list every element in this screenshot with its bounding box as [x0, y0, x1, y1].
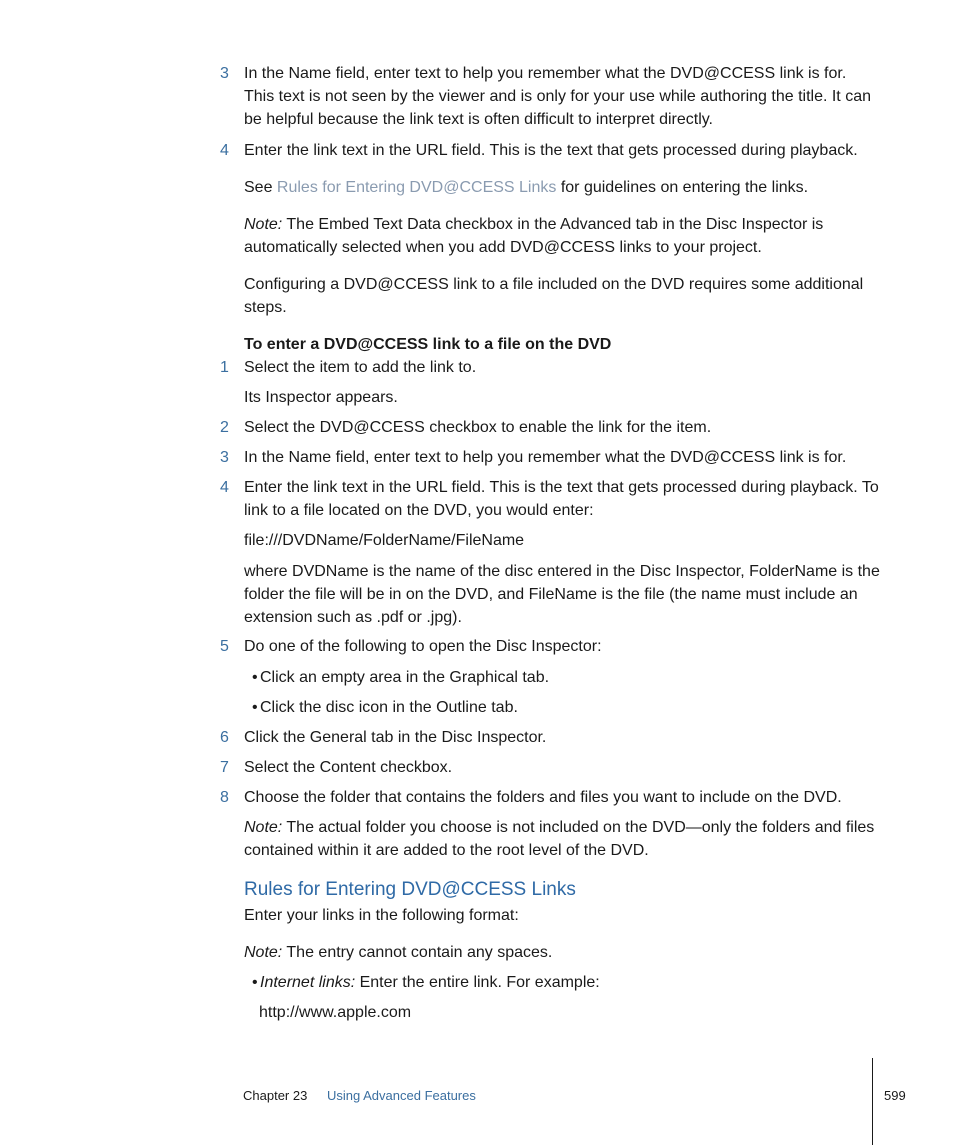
- task-step-2: [220, 416, 880, 439]
- step-text: Select the DVD@CCESS checkbox to enable the link for the item.: [244, 419, 712, 436]
- step-number: 4: [220, 142, 229, 159]
- config-paragraph: Configuring a DVD@CCESS link to a file included on the DVD requires some additional steps.: [244, 276, 864, 316]
- bullet-dot: •: [252, 669, 258, 686]
- task-step-4: [220, 476, 880, 522]
- bullet-graphical-tab: [252, 666, 880, 689]
- note-no-spaces: Note: The entry cannot contain any spaces.: [244, 944, 553, 961]
- note-embed-text: Note: The Embed Text Data checkbox in the Advanced tab in the Disc Inspector is automatically selected when you add DVD@CCESS links to your project.: [244, 216, 824, 256]
- step-number: 5: [220, 638, 229, 655]
- step-text: Click the General tab in the Disc Inspector.: [244, 729, 547, 746]
- step-number: 1: [220, 359, 229, 376]
- url-example: http://www.apple.com: [259, 1004, 412, 1021]
- step-text: Do one of the following to open the Disc Inspector:: [244, 638, 602, 655]
- task-step-8: [220, 786, 880, 809]
- rules-heading: Rules for Entering DVD@CCESS Links: [244, 879, 576, 900]
- step-number: 3: [220, 65, 229, 82]
- step-text: Enter the link text in the URL field. This is the text that gets processed during playback. To link to a file located on the DVD, you would enter:: [244, 479, 879, 519]
- bullet-dot: •: [252, 974, 258, 991]
- task-step-3: [220, 446, 880, 469]
- step-text: In the Name field, enter text to help you remember what the DVD@CCESS link is for. This text is not seen by the viewer and is only for your use while authoring the title. It can be helpful because the link text is often difficult to interpret directly.: [244, 65, 871, 128]
- bullet-dot: •: [252, 699, 258, 716]
- internet-links-label: Internet links:: [260, 974, 356, 991]
- task-step-7: [220, 756, 880, 779]
- step-number: 3: [220, 449, 229, 466]
- task-step-1: [220, 356, 880, 379]
- footer-divider: [872, 1058, 873, 1145]
- note-label: Note:: [244, 819, 283, 836]
- step-1-result: Its Inspector appears.: [244, 389, 398, 406]
- step-text: Choose the folder that contains the folders and files you want to include on the DVD.: [244, 789, 842, 806]
- rules-link[interactable]: Rules for Entering DVD@CCESS Links: [276, 179, 557, 196]
- footer-chapter: Chapter 23: [243, 1088, 308, 1103]
- step-number: 8: [220, 789, 229, 806]
- step-number: 2: [220, 419, 229, 436]
- note-label: Note:: [244, 944, 283, 961]
- step-text: In the Name field, enter text to help you remember what the DVD@CCESS link is for.: [244, 449, 847, 466]
- see-paragraph: See Rules for Entering DVD@CCESS Links for guidelines on entering the links.: [244, 179, 809, 196]
- path-explanation: where DVDName is the name of the disc entered in the Disc Inspector, FolderName is the folder the file will be in on the DVD, and FileName is the file (the name must include an extension such as .pdf or .jpg).: [244, 563, 880, 626]
- step-text: Select the Content checkbox.: [244, 759, 453, 776]
- task-step-5: [220, 635, 880, 658]
- step-text: Select the item to add the link to.: [244, 359, 477, 376]
- footer-chapter-title: Using Advanced Features: [327, 1088, 476, 1103]
- file-path-example: file:///DVDName/FolderName/FileName: [244, 532, 525, 549]
- step-number: 4: [220, 479, 229, 496]
- bullet-internet-links: • Internet links: Enter the entire link. For example:: [252, 971, 880, 994]
- bullet-text: Click an empty area in the Graphical tab.: [260, 669, 550, 686]
- note-label: Note:: [244, 216, 283, 233]
- step-3-name-field: [220, 62, 880, 131]
- step-number: 7: [220, 759, 229, 776]
- step-number: 6: [220, 729, 229, 746]
- bullet-text: Click the disc icon in the Outline tab.: [260, 699, 518, 716]
- task-step-6: [220, 726, 880, 749]
- step-text: Enter the link text in the URL field. This is the text that gets processed during playback.: [244, 142, 858, 159]
- page-number: 599: [884, 1088, 906, 1103]
- note-actual-folder: Note: The actual folder you choose is not included on the DVD—only the folders and files contained within it are added to the root level of the DVD.: [244, 819, 875, 859]
- task-heading: To enter a DVD@CCESS link to a file on the DVD: [244, 336, 612, 353]
- step-4-url-field: [220, 139, 880, 162]
- bullet-outline-tab: [252, 696, 880, 719]
- rules-intro: Enter your links in the following format:: [244, 907, 519, 924]
